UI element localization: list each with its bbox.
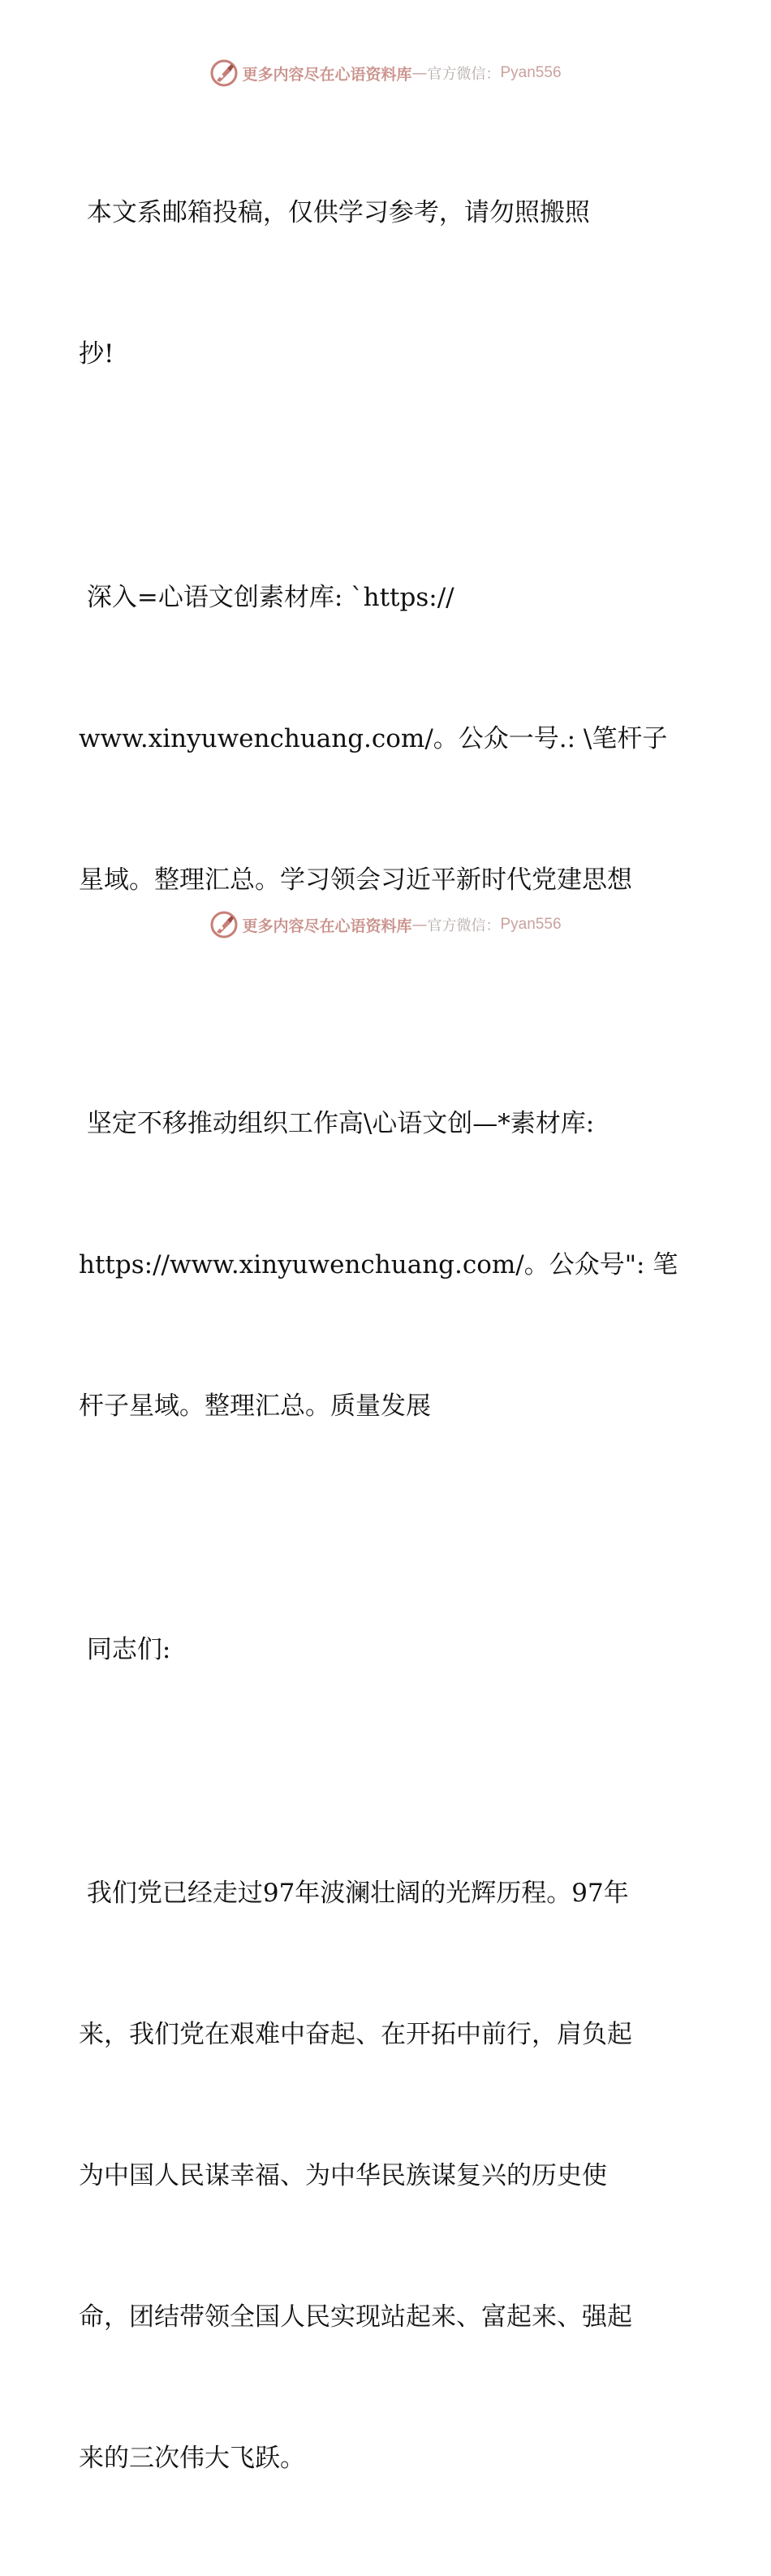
- text-line: 同志们:: [79, 1635, 171, 1664]
- footer-watermark: [0, 908, 771, 941]
- text-line: 来，我们党在艰难中奋起、在开拓中前行，肩负起: [79, 2020, 632, 2049]
- text-line: 抄!: [79, 339, 114, 369]
- watermark-id: Pyan556: [500, 916, 562, 933]
- text-line: 我们党已经走过97年波澜壮阔的光辉历程。97年: [79, 1879, 629, 1908]
- watermark-brand: 更多内容尽在心语资料库: [242, 917, 412, 935]
- text-line: 杆子星域。整理汇总。质量发展: [79, 1392, 431, 1421]
- text-line: https://www.xinyuwenchuang.com/。公众号": 笔: [79, 1250, 678, 1279]
- watermark-id: Pyan556: [500, 64, 562, 81]
- text-line: 坚定不移推动组织工作高\心语文创—*素材库:: [79, 1109, 595, 1138]
- paragraph-disclaimer: [79, 95, 691, 472]
- text-line: 为中国人民谋幸福、为中华民族谋复兴的历史使: [79, 2161, 607, 2190]
- paragraph-source-2: [79, 1006, 691, 1524]
- pen-logo-icon: [209, 910, 239, 939]
- text-line: 星域。整理汇总。学习领会习近平新时代党建思想: [79, 865, 632, 895]
- watermark-separator: —: [411, 916, 428, 934]
- paragraph-body: [79, 1776, 691, 2576]
- text-line: 命，团结带领全国人民实现站起来、富起来、强起: [79, 2302, 632, 2332]
- header-watermark: [0, 57, 771, 89]
- watermark-brand: 更多内容尽在心语资料库: [242, 65, 412, 84]
- watermark-separator: —: [411, 64, 428, 82]
- text-line: 来的三次伟大飞跃。: [79, 2444, 305, 2473]
- text-line: 深入=心语文创素材库: `https://: [79, 583, 454, 612]
- text-line: 本文系邮箱投稿，仅供学习参考，请勿照搬照: [79, 198, 590, 227]
- document-body: [79, 95, 691, 2576]
- paragraph-greeting: [79, 1532, 691, 1767]
- pen-logo-icon: [209, 58, 239, 88]
- text-line: www.xinyuwenchuang.com/。公众一号.: \笔杆子: [79, 724, 668, 753]
- watermark-label: 官方微信：: [427, 917, 501, 934]
- watermark-label: 官方微信：: [427, 66, 501, 83]
